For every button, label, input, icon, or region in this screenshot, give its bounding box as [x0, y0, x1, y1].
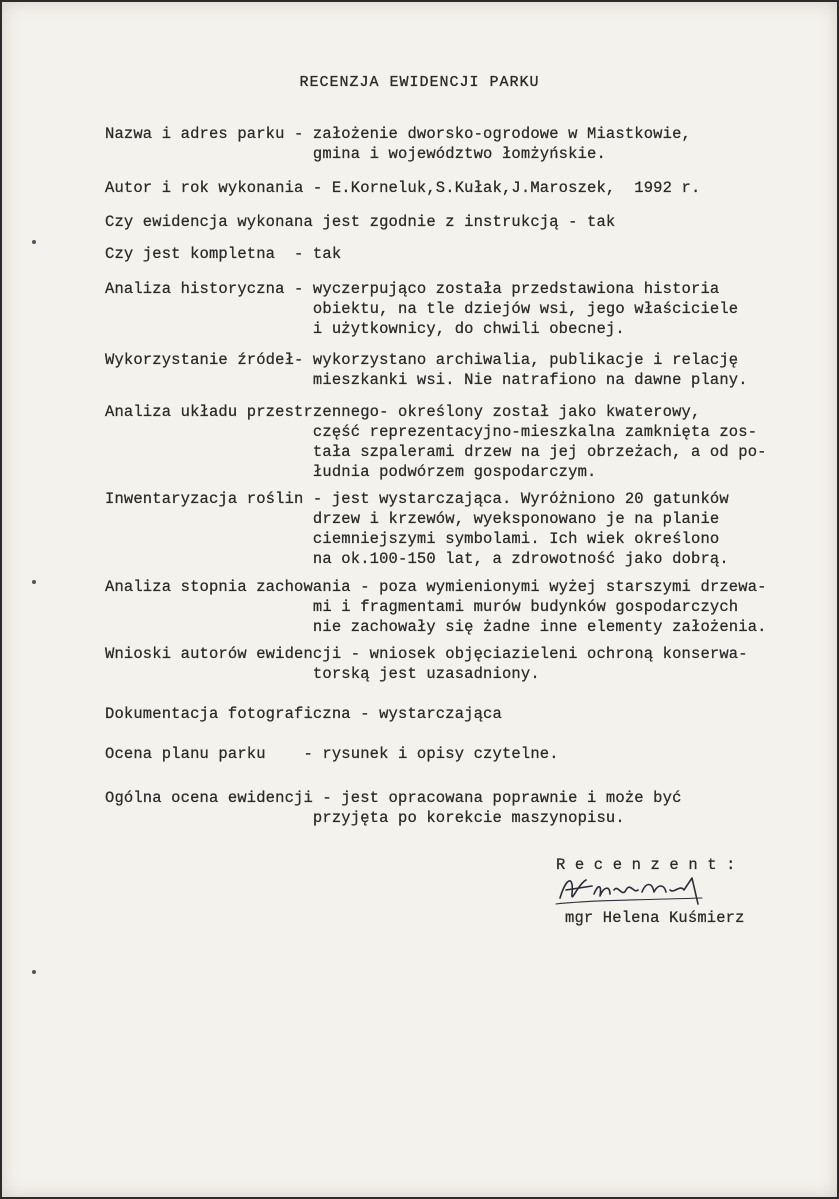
section-line: Czy ewidencja wykonana jest zgodnie z instrukcją - tak — [105, 213, 616, 231]
section-line: Ocena planu parku - rysunek i opisy czytelne. — [105, 745, 559, 763]
section-line: Analiza stopnia zachowania - poza wymienionymi wyżej starszymi drzewa- — [105, 578, 767, 596]
reviewer-label: R e c e n z e n t : — [556, 856, 736, 874]
reviewer-name: mgr Helena Kuśmierz — [565, 909, 745, 927]
section-line: Autor i rok wykonania - E.Korneluk,S.Kułak,J.Maroszek, 1992 r. — [105, 179, 701, 197]
punch-hole-mark — [32, 580, 36, 584]
section-line: drzew i krzewów, wyeksponowano je na planie — [105, 510, 720, 528]
section-line: Inwentaryzacja roślin - jest wystarczająca. Wyróżniono 20 gatunków — [105, 490, 729, 508]
section-line: Czy jest kompletna - tak — [105, 245, 342, 263]
section-line: mi i fragmentami murów budynków gospodarczych — [105, 598, 739, 616]
section-line: mieszkanki wsi. Nie natrafiono na dawne plany. — [105, 371, 748, 389]
section-line: na ok.100-150 lat, a zdrowotność jako dobrą. — [105, 550, 729, 568]
section-line: obiektu, na tle dziejów wsi, jego właściciele — [105, 300, 739, 318]
section-line: Wnioski autorów ewidencji - wniosek objęciazieleni ochroną konserwa- — [105, 645, 748, 663]
section-line: przyjęta po korekcie maszynopisu. — [105, 809, 625, 827]
handwritten-signature — [552, 864, 742, 914]
document-title: RECENZJA EWIDENCJI PARKU — [299, 74, 540, 91]
document-page — [2, 2, 837, 1197]
section-line: tała szpalerami drzew na jej obrzeżach, a od po- — [105, 443, 767, 461]
section-line: Analiza historyczna - wyczerpująco została przedstawiona historia — [105, 280, 720, 298]
punch-hole-mark — [32, 970, 36, 974]
section-line: Wykorzystanie źródeł- wykorzystano archiwalia, publikacje i relację — [105, 351, 739, 369]
section-line: część reprezentacyjno-mieszkalna zamknięta zos- — [105, 423, 758, 441]
section-line: torską jest uzasadniony. — [105, 665, 540, 683]
punch-hole-mark — [32, 240, 36, 244]
section-line: Dokumentacja fotograficzna - wystarczająca — [105, 705, 502, 723]
section-line: gmina i województwo łomżyńskie. — [105, 145, 606, 163]
section-line: Ogólna ocena ewidencji - jest opracowana poprawnie i może być — [105, 789, 682, 807]
section-line: i użytkownicy, do chwili obecnej. — [105, 320, 625, 338]
section-line: łudnia podwórzem gospodarczym. — [105, 463, 597, 481]
section-line: Nazwa i adres parku - założenie dworsko-ogrodowe w Miastkowie, — [105, 125, 691, 143]
section-line: nie zachowały się żadne inne elementy założenia. — [105, 618, 767, 636]
section-line: Analiza układu przestrzennego- określony został jako kwaterowy, — [105, 403, 701, 421]
section-line: ciemniejszymi symbolami. Ich wiek określono — [105, 530, 720, 548]
